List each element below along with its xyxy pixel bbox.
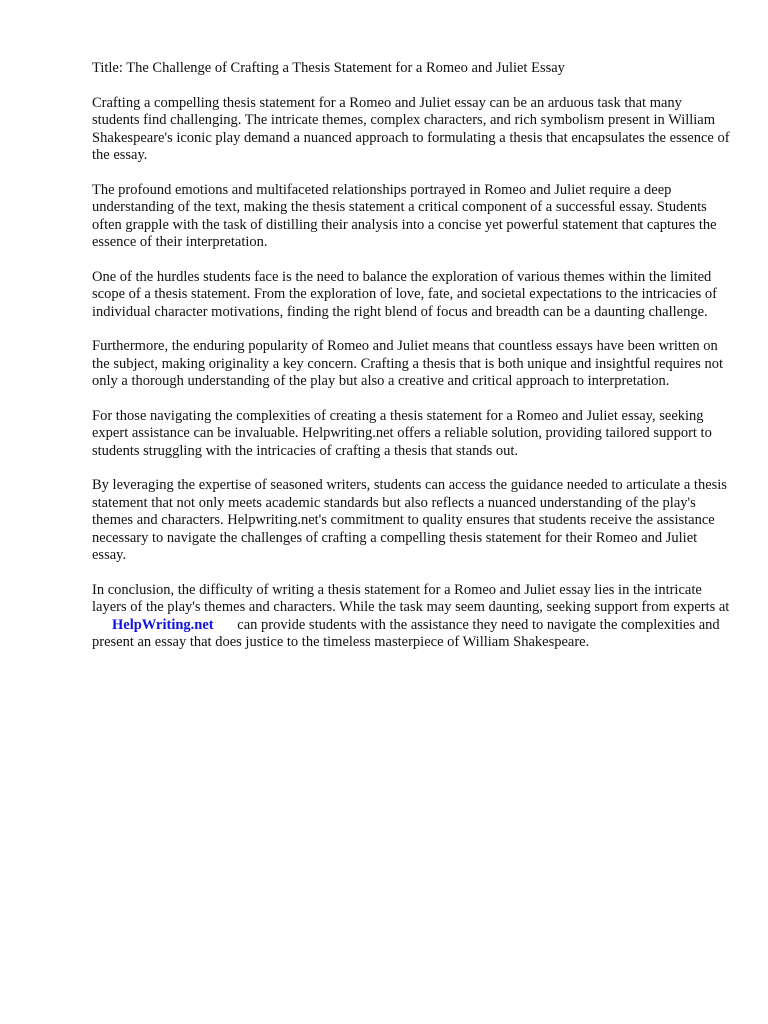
conclusion-paragraph [92,582,732,652]
conclusion-text-before: In conclusion, the difficulty of writing a thesis statement for a Romeo and Juliet essay lies in the intricate layers of the play's themes and characters. While the task may seem daunting, seeking support from experts at [92,581,730,615]
paragraph-4: Furthermore, the enduring popularity of Romeo and Juliet means that countless essays have been written on the subject, making originality a key concern. Crafting a thesis that is both unique and insightful requires not only a thorough understanding of the play but also a creative and critical approach to interpretation. [92,338,724,389]
document-title: Title: The Challenge of Crafting a Thesis Statement for a Romeo and Juliet Essay [92,60,565,76]
paragraph-2: The profound emotions and multifaceted relationships portrayed in Romeo and Juliet require a deep understanding of the text, making the thesis statement a critical component of a successful essay. Students often grapple with the task of distilling their analysis into a concise yet powerful statement that captures the essence of their interpretation. [92,181,717,250]
document-page [92,60,732,669]
paragraph-6: By leveraging the expertise of seasoned writers, students can access the guidance needed to articulate a thesis statement that not only meets academic standards but also reflects a nuanced understanding of the play's themes and characters. Helpwriting.net's commitment to quality ensures that students receive the assistance necessary to navigate the challenges of crafting a compelling thesis statement for their Romeo and Juliet essay. [92,477,727,563]
paragraph-5: For those navigating the complexities of creating a thesis statement for a Romeo and Juliet essay, seeking expert assistance can be invaluable. Helpwriting.net offers a reliable solution, providing tailored support to students struggling with the intricacies of crafting a thesis that stands out. [92,407,712,459]
paragraph-1: Crafting a compelling thesis statement for a Romeo and Juliet essay can be an arduous task that many students find challenging. The intricate themes, complex characters, and rich symbolism present in William Shakespeare's iconic play demand a nuanced approach to formulating a thesis that encapsulates the essence of the essay. [92,94,730,163]
conclusion-text-after: can provide students with the assistance they need to navigate the complexities and present an essay that does justice to the timeless masterpiece of William Shakespeare. [92,616,720,650]
paragraph-3: One of the hurdles students face is the need to balance the exploration of various themes within the limited scope of a thesis statement. From the exploration of love, fate, and societal expectations to the intricacies of individual character motivations, finding the right blend of focus and breadth can be a daunting challenge. [92,268,717,320]
helpwriting-link[interactable]: HelpWriting.net [112,616,214,633]
